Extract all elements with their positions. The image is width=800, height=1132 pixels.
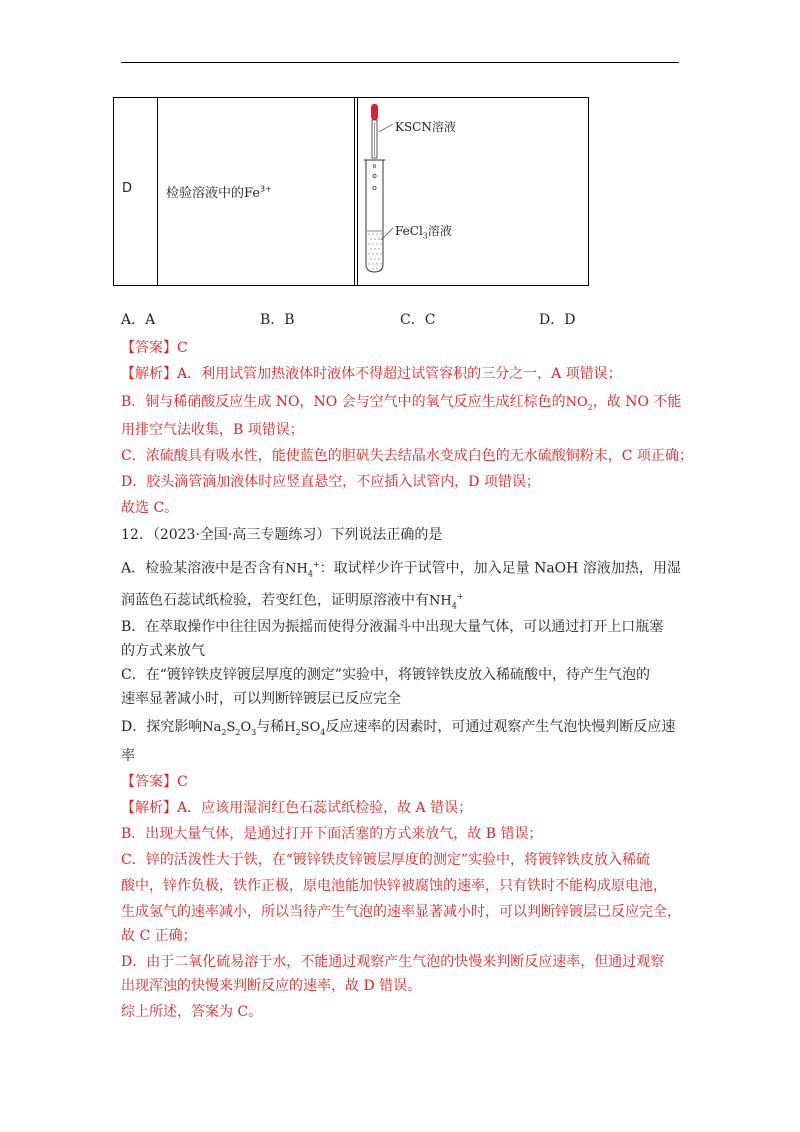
q12-option-d-line1: D．探究影响$Na_2S_2O_3$与稀$H_2SO_4$反应速率的因素时，可通过观察产生气泡快慢判断反应速 — [121, 719, 676, 737]
dropper-bulb-icon — [371, 104, 378, 120]
option-table-row — [113, 97, 589, 286]
q12-exp-c-line1: C．锌的活泼性大于铁，在“镀锌铁皮锌镀层厚度的测定”实验中，将镀锌铁皮放入稀硫 — [121, 852, 651, 868]
q12-option-c-line2: 速率显著减小时，可以判断锌镀层已反应完全 — [121, 691, 401, 707]
choice-c: C．C — [400, 312, 436, 328]
option-letter: D — [122, 181, 133, 196]
cell-divider — [354, 98, 358, 285]
test-tube-icon — [364, 160, 385, 272]
q12-option-b-line1: B．在萃取操作中往往因为振摇而使得分液漏斗中出现大量气体，可以通过打开上口瓶塞 — [121, 619, 664, 635]
q12-exp-b: B．出现大量气体，是通过打开下面活塞的方式来放气，故 B 错误； — [121, 826, 543, 842]
choice-a: A．A — [121, 312, 156, 328]
q12-option-d-line2: 率 — [121, 748, 135, 764]
q12-exp-c-line4: 故 C 正确； — [121, 928, 197, 944]
q12-stem: 12．（2023·全国·高三专题练习）下列说法正确的是 — [121, 527, 443, 543]
q11-exp-b-line2: 用排空气法收集，B 项错误； — [121, 422, 304, 438]
q12-exp-d-line2: 出现浑浊的快慢来判断反应的速率，故 D 错误。 — [121, 978, 422, 994]
q12-exp-c-line3: 生成氢气的速率减小，所以当待产生气泡的速率显著减小时，可以判断锌镀层已反应完全， — [121, 904, 681, 920]
q12-option-b-line2: 的方式来放气 — [121, 643, 205, 659]
q12-exp-a: 【解析】A．应该用湿润红色石蕊试纸检验，故 A 错误； — [121, 800, 473, 816]
q12-exp-d-line1: D．由于二氧化硫易溶于水，不能通过观察产生气泡的快慢来判断反应速率，但通过观察 — [121, 954, 665, 970]
q12-answer: 【答案】C — [121, 774, 188, 790]
description-text: 检验溶液中的$Fe^{3+}$ — [166, 184, 272, 201]
q11-exp-c: C．浓硫酸具有吸水性，能使蓝色的胆矾失去结晶水变成白色的无水硫酸铜粉末，C 项正确； — [121, 448, 693, 464]
choice-d: D．D — [539, 312, 576, 328]
q12-exp-c-line2: 酸中，锌作负极，铁作正极，原电池能加快锌被腐蚀的速率，只有铁时不能构成原电池， — [121, 878, 667, 894]
q11-answer: 【答案】C — [121, 340, 188, 356]
q11-conclusion: 故选 C。 — [121, 500, 179, 516]
q11-exp-b-line1: B．铜与稀硝酸反应生成 NO，NO 会与空气中的氧气反应生成红棕色的$NO_2$，故 NO 不能 — [121, 394, 682, 412]
q12-option-a-line1: A．检验某溶液中是否含有$NH_4^+$：取试样少许于试管中，加入足量 NaOH 溶液加热，用湿 — [121, 560, 681, 579]
q12-option-c-line1: C．在“镀锌铁皮锌镀层厚度的测定”实验中，将镀锌铁皮放入稀硫酸中，待产生气泡的 — [121, 667, 651, 683]
reagent-bottom-label: FeCl$_3$溶液 — [395, 224, 452, 241]
reagent-top-label: KSCN溶液 — [395, 120, 456, 134]
description-cell — [157, 98, 355, 285]
q12-option-a-line2: 润蓝色石蕊试纸检验，若变红色，证明原溶液中有$NH_4^+$ — [121, 592, 464, 611]
q11-exp-d: D．胶头滴管滴加液体时应竖直悬空，不应插入试管内，D 项错误； — [121, 474, 540, 490]
q12-conclusion: 综上所述，答案为 C。 — [121, 1004, 263, 1020]
option-cell — [114, 98, 158, 285]
choice-b: B．B — [260, 312, 295, 328]
q11-exp-a: 【解析】A．利用试管加热液体时液体不得超过试管容积的三分之一，A 项错误； — [121, 366, 622, 382]
header-rule — [121, 62, 679, 63]
